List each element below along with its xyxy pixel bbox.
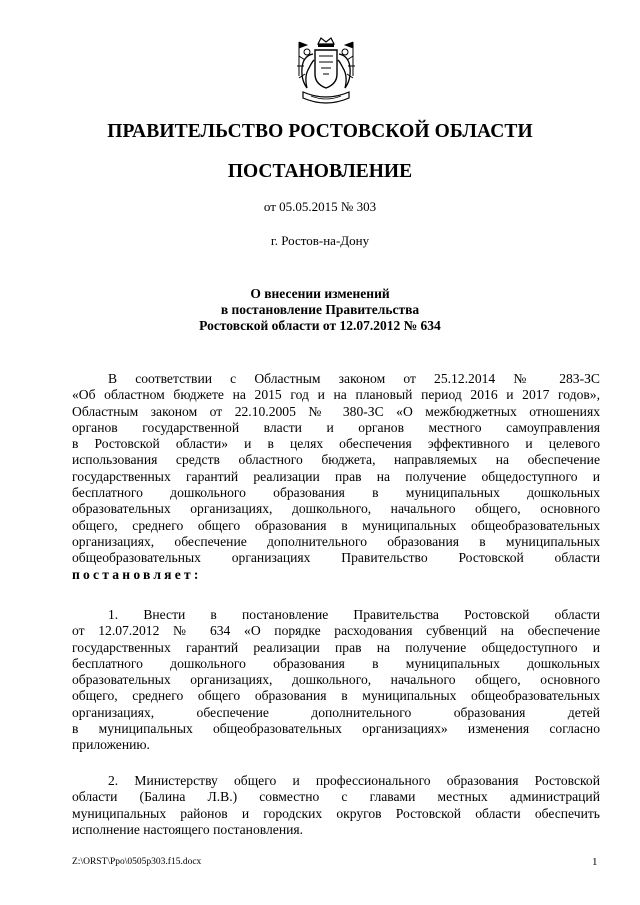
text-line: области (Балина Л.В.) совместно с главами местных администраций	[72, 789, 600, 805]
document-date-number: от 05.05.2015 № 303	[263, 199, 377, 214]
subject-line: Ростовской области от 12.07.2012 № 634	[199, 318, 441, 333]
text-line: 1. Внести в постановление Правительства Ростовской области	[108, 607, 600, 622]
text-line: органов государственной власти и органов местного самоуправления	[72, 419, 600, 435]
text-line: использования средств областного бюджета, направляемых на обеспечение	[72, 452, 600, 468]
document-type: ПОСТАНОВЛЕНИЕ	[227, 161, 413, 182]
text-line: общего, среднего общего образования в муниципальных общеобразовательных	[72, 517, 600, 533]
organization-title: ПРАВИТЕЛЬСТВО РОСТОВСКОЙ ОБЛАСТИ	[107, 121, 533, 142]
text-line: образовательных организациях, дошкольного, начального общего, основного	[72, 501, 600, 517]
page-number: 1	[592, 856, 598, 868]
text-line: «Об областном бюджете на 2015 год и на плановый период 2016 и 2017 годов»,	[72, 387, 600, 403]
footer-file-path: Z:\ORST\Ppo\0505p303.f15.docx	[72, 857, 202, 867]
text-line: В соответствии с Областным законом от 25.12.2014 № 283-ЗС	[108, 371, 600, 386]
subject-line: в постановление Правительства	[220, 302, 420, 317]
text-line: общего, среднего общего образования в муниципальных общеобразовательных	[72, 688, 600, 704]
item-1-paragraph	[72, 607, 600, 754]
text-line: приложению.	[72, 737, 150, 753]
text-line: Областным законом от 22.10.2005 № 380-ЗС «О межбюджетных отношениях	[72, 403, 600, 419]
preamble-paragraph	[72, 371, 600, 583]
rostov-oblast-coat-of-arms-icon	[293, 36, 359, 108]
text-line: в муниципальных общеобразовательных организациях» изменения согласно	[72, 721, 600, 737]
text-line: исполнение настоящего постановления.	[72, 821, 304, 837]
subject-line: О внесении изменений	[250, 286, 390, 301]
document-city: г. Ростов-на-Дону	[270, 233, 370, 248]
text-line: бесплатного дошкольного образования в муниципальных дошкольных	[72, 485, 600, 501]
text-line: муниципальных районов и городских округов Ростовской области обеспечить	[72, 805, 600, 821]
text-line: от 12.07.2012 № 634 «О порядке расходования субвенций на обеспечение	[72, 623, 600, 639]
text-line: государственных гарантий реализации прав на получение общедоступного и	[72, 639, 600, 655]
text-line: организациях, обеспечение дополнительного образования в муниципальных	[72, 533, 600, 549]
text-line: в Ростовской области» и в целях обеспечения эффективного и целевого	[72, 436, 600, 452]
item-2-paragraph	[72, 773, 600, 838]
text-line: организациях, обеспечение дополнительного образования детей	[72, 704, 600, 720]
text-line: бесплатного дошкольного образования в муниципальных дошкольных	[72, 655, 600, 671]
text-line: образовательных организациях, дошкольного, начального общего, основного	[72, 672, 600, 688]
text-line: 2. Министерству общего и профессионального образования Ростовской	[108, 773, 600, 788]
decree-word: постановляет:	[72, 566, 202, 582]
text-line: государственных гарантий реализации прав на получение общедоступного и	[72, 468, 600, 484]
text-line: общеобразовательных организациях Правительство Ростовской области	[72, 550, 600, 566]
document-subject	[0, 286, 640, 334]
